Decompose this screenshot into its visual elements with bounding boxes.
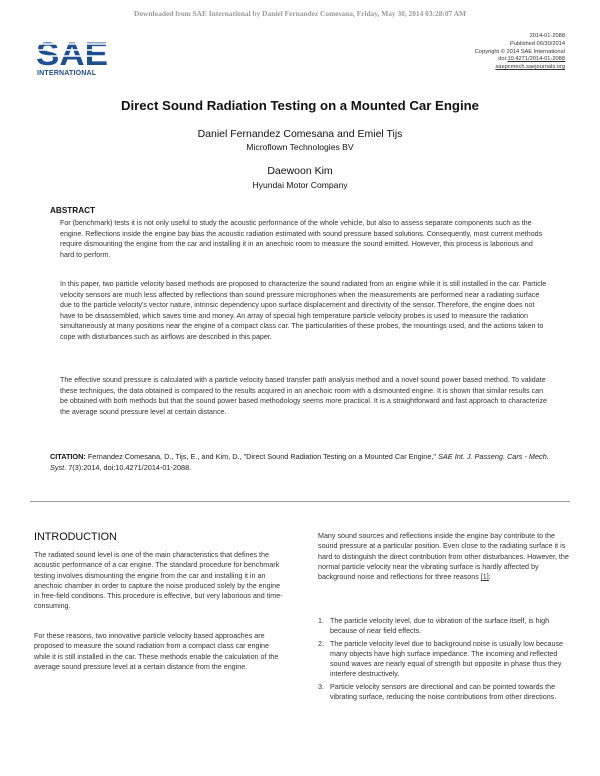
sae-logo-org: INTERNATIONAL (37, 70, 97, 77)
intro-left-paragraph-1: The radiated sound level is one of the main characteristics that defines the acoustic performance of a car engine. The standard procedure for benchmark testing involves dismounting the engine from the car and installing it in an anechoic chamber in order to capture the noise produced solely by the engine in free-field conditions. This procedure is effective, but very laborious and time-consuming. (34, 551, 283, 611)
list-item (318, 616, 574, 637)
abstract-paragraph-1: For (benchmark) tests it is not only useful to study the acoustic performance of the whole vehicle, but also to assess separate components such as the engine. Reflections inside the engine bay bias the acoustic radiation estimated with sound pressure based solutions. Consequently, most current methods require dismounting the engine from the car and installing it in an anechoic room to measure the sound emitted. However, this process is laborious and hard to perform. (60, 219, 543, 259)
citation (50, 452, 550, 473)
published-date: Published 06/30/2014 (509, 40, 565, 47)
list-number: 1. (318, 617, 324, 625)
sae-logo (36, 36, 116, 80)
intro-right-end: : (488, 573, 491, 582)
paper-title: Direct Sound Radiation Testing on a Mounted Car Engine (120, 98, 480, 113)
intro-right-text: Many sound sources and reflections inside the engine bay contribute to the sound pressure at a particular position. Even close to the radiating surface it is hard to distinguish the direct contribution from other disturbances. However, the normal particle velocity near the vibrating surface is hardly affected by background noise and reflections for three reasons (318, 532, 569, 582)
sae-logo-icon (36, 36, 110, 66)
doi-prefix: doi: (498, 56, 508, 63)
list-text: The particle velocity level due to background noise is usually low because many objects have high surface impedance. The incoming and reflected sound waves are nearly equal of strength but opposite in phase thus they interfere destructively. (330, 639, 563, 679)
abstract-heading: ABSTRACT (50, 206, 96, 215)
svg-text:SAE: SAE (36, 36, 108, 66)
copyright: Copyright © 2014 SAE International (474, 48, 565, 55)
list-text: The particle velocity level, due to vibration of the surface itself, is high because of near field effects. (330, 617, 550, 636)
list-number: 2. (318, 639, 324, 648)
abstract-paragraph-3: The effective sound pressure is calculated with a particle velocity based transfer path analysis method and a novel sound power based method. To validate these techniques, the data obtained is compared to the results acquired in an anechoic room with a dismounted engine. It is shown that similar results can be obtained with both methods but that the sound power based methodology seems more practical. It is a straightforward and fast approach to characterize the average sound pressure level at certain distance. (60, 376, 547, 416)
citation-text: Fernandez Comesana, D., Tijs, E., and Kim, D., "Direct Sound Radiation Testing on a Mounted Car Engine," (87, 452, 437, 461)
abstract-paragraph-2: In this paper, two particle velocity based methods are proposed to characterize the sound radiated from an engine while it is still installed in the car. Particle velocity sensors are much less affected by reflections than sound pressure microphones when the measurements are performed near a radiating surface due to the particle velocity's vector nature, intrinsic dependency upon surface displacement and directivity of the sensor. Therefore, the engine does not have to be disassembled, which saves time and money. An array of special high temperature particle velocity probes is used to measure the radiation simultaneously at many positions near the engine of a compact class car. The particularities of these probes, the mountings used, and the actions taken to cope with disturbances such as airflows are described in this paper. (60, 280, 547, 341)
paper-number: 2014-01-2088 (529, 33, 565, 39)
citation-details: 7(3):2014, doi:10.4271/2014-01-2088. (68, 462, 192, 472)
doi-link[interactable]: 10.4271/2014-01-2088 (507, 56, 565, 63)
reference-link[interactable]: [1] (480, 573, 489, 582)
section-divider (30, 501, 570, 502)
intro-right-paragraph (318, 531, 574, 582)
paper-metadata (475, 33, 565, 72)
author-names-1: Daniel Fernandez Comesana and Emiel Tijs (197, 128, 403, 140)
citation-label: CITATION: (50, 452, 86, 461)
doi-line (475, 56, 565, 64)
reasons-list (318, 616, 574, 704)
author-affiliation-1: Microflown Technologies BV (246, 142, 354, 152)
citation-journal: SAE Int. J. Passeng. Cars - Mech. Syst. (50, 452, 549, 472)
list-text: Particle velocity sensors are directional and can be pointed towards the vibrating surface, reducing the noise contributions from other directions. (330, 682, 557, 702)
list-item (318, 682, 574, 703)
journal-site-link[interactable]: saepcmech.saejournals.org (495, 64, 565, 71)
introduction-heading: INTRODUCTION (34, 531, 117, 543)
intro-left-paragraph-2: For these reasons, two innovative particle velocity based approaches are proposed to measure the sound radiation from a compact class car engine while it is still installed in the car. These methods enable the calculation of the average sound pressure level at a certain distance from the engine. (34, 632, 279, 671)
author-names-2: Daewoon Kim (267, 165, 333, 177)
author-affiliation-2: Hyundai Motor Company (252, 180, 348, 190)
list-number: 3. (318, 682, 324, 691)
download-banner: Downloaded from SAE International by Daniel Fernandez Comesana, Friday, May 30, 2014 03:28:07 AM (133, 9, 467, 18)
list-item (318, 639, 574, 680)
